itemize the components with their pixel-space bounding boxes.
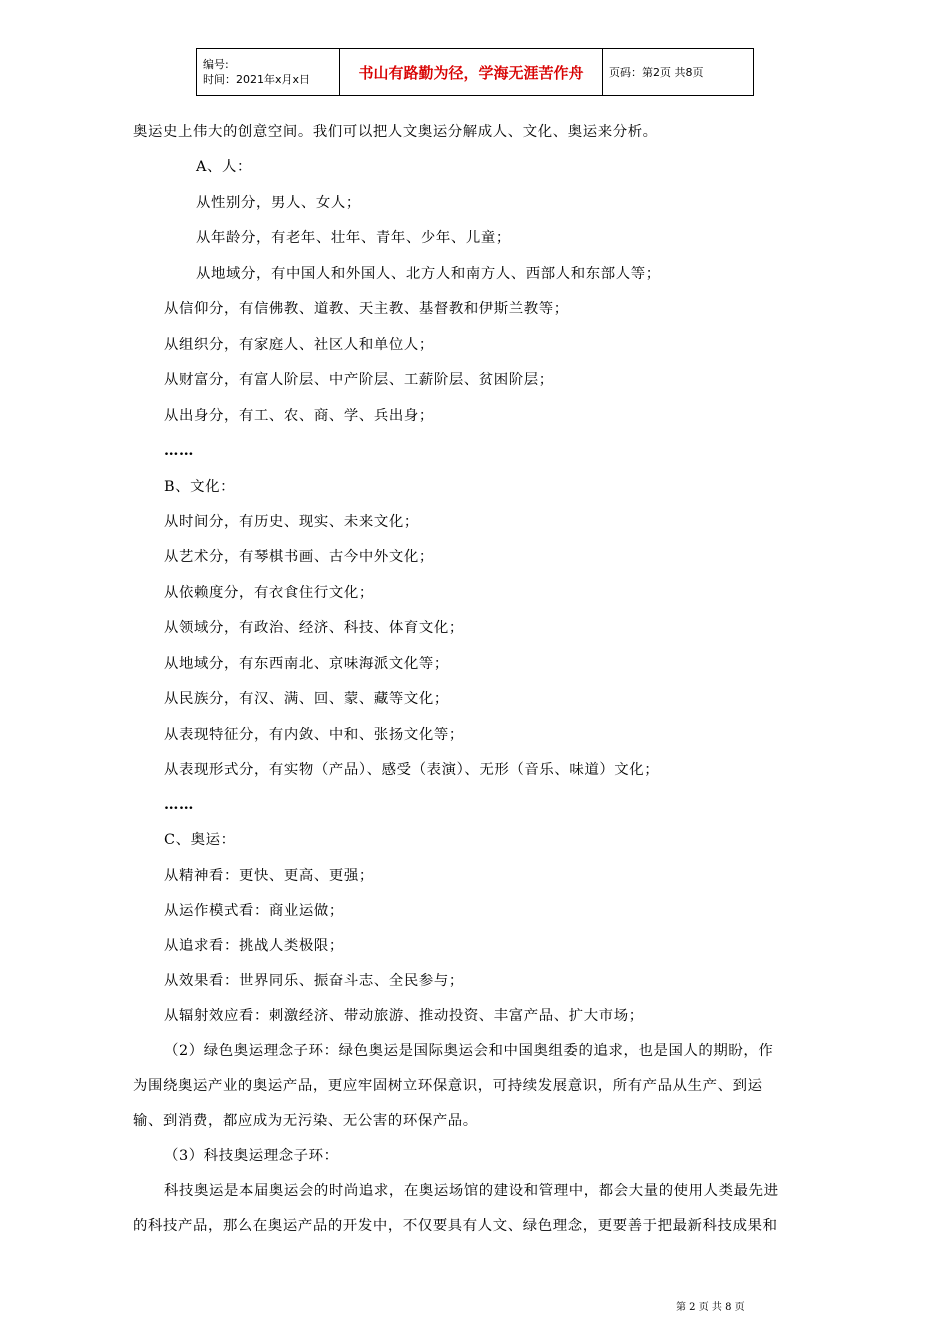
- section-heading-a: A、人：: [196, 159, 252, 175]
- section-heading-c: C、奥运：: [164, 832, 236, 848]
- paragraph-line: 为围绕奥运产业的奥运产品，更应牢固树立环保意识，可持续发展意识，所有产品从生产、到运: [133, 1078, 763, 1094]
- paragraph-line: 科技奥运是本届奥运会的时尚追求，在奥运场馆的建设和管理中，都会大量的使用人类最先进: [164, 1183, 779, 1199]
- header-meta-cell: [197, 49, 340, 96]
- paragraph-line: 的科技产品，那么在奥运产品的开发中，不仅要具有人文、绿色理念，更要善于把最新科技成果和: [133, 1218, 778, 1234]
- ellipsis-line: ……: [164, 442, 194, 459]
- body-line: 从运作模式看：商业运做；: [164, 903, 344, 919]
- header-page-label: 页码：第2页 共8页: [603, 49, 754, 96]
- header-time-label: 时间：2021年x月x日: [203, 73, 311, 86]
- body-line: 从艺术分，有琴棋书画、古今中外文化；: [164, 549, 434, 565]
- header-motto: 书山有路勤为径，学海无涯苦作舟: [340, 49, 603, 96]
- body-line: 从出身分，有工、农、商、学、兵出身；: [164, 408, 434, 424]
- header-number-label: 编号:: [203, 58, 229, 71]
- ellipsis-line: ……: [164, 796, 194, 813]
- paragraph-line: （2）绿色奥运理念子环：绿色奥运是国际奥运会和中国奥组委的追求，也是国人的期盼，作: [164, 1043, 774, 1059]
- body-line: 从追求看：挑战人类极限；: [164, 938, 344, 954]
- body-line: 从表现特征分，有内敛、中和、张扬文化等；: [164, 727, 464, 743]
- body-line: 从表现形式分，有实物（产品）、感受（表演）、无形（音乐、味道）文化；: [164, 762, 660, 778]
- body-line: 从精神看：更快、更高、更强；: [164, 868, 374, 884]
- body-line: 奥运史上伟大的创意空间。我们可以把人文奥运分解成人、文化、奥运来分析。: [133, 124, 658, 140]
- body-line: 从性别分，男人、女人；: [196, 195, 361, 211]
- body-line: 从财富分，有富人阶层、中产阶层、工薪阶层、贫困阶层；: [164, 372, 554, 388]
- body-line: 从效果看：世界同乐、振奋斗志、全民参与；: [164, 973, 464, 989]
- body-line: 从时间分，有历史、现实、未来文化；: [164, 514, 419, 530]
- body-line: 从民族分，有汉、满、回、蒙、藏等文化；: [164, 691, 449, 707]
- section-heading-b: B、文化：: [164, 479, 236, 495]
- body-line: 从地域分，有中国人和外国人、北方人和南方人、西部人和东部人等；: [196, 266, 661, 282]
- document-header: [196, 48, 754, 96]
- body-line: 从年龄分，有老年、壮年、青年、少年、儿童；: [196, 230, 511, 246]
- body-line: 从依赖度分，有衣食住行文化；: [164, 585, 374, 601]
- body-line: 从地域分，有东西南北、京味海派文化等；: [164, 656, 449, 672]
- body-line: 从辐射效应看：刺激经济、带动旅游、推动投资、丰富产品、扩大市场；: [164, 1008, 644, 1024]
- body-line: 从组织分，有家庭人、社区人和单位人；: [164, 337, 434, 353]
- paragraph-line: 输、到消费，都应成为无污染、无公害的环保产品。: [133, 1113, 478, 1129]
- paragraph-heading: （3）科技奥运理念子环：: [164, 1148, 339, 1164]
- body-line: 从信仰分，有信佛教、道教、天主教、基督教和伊斯兰教等；: [164, 301, 569, 317]
- body-line: 从领域分，有政治、经济、科技、体育文化；: [164, 620, 464, 636]
- page-footer: 第 2 页 共 8 页: [676, 1302, 745, 1313]
